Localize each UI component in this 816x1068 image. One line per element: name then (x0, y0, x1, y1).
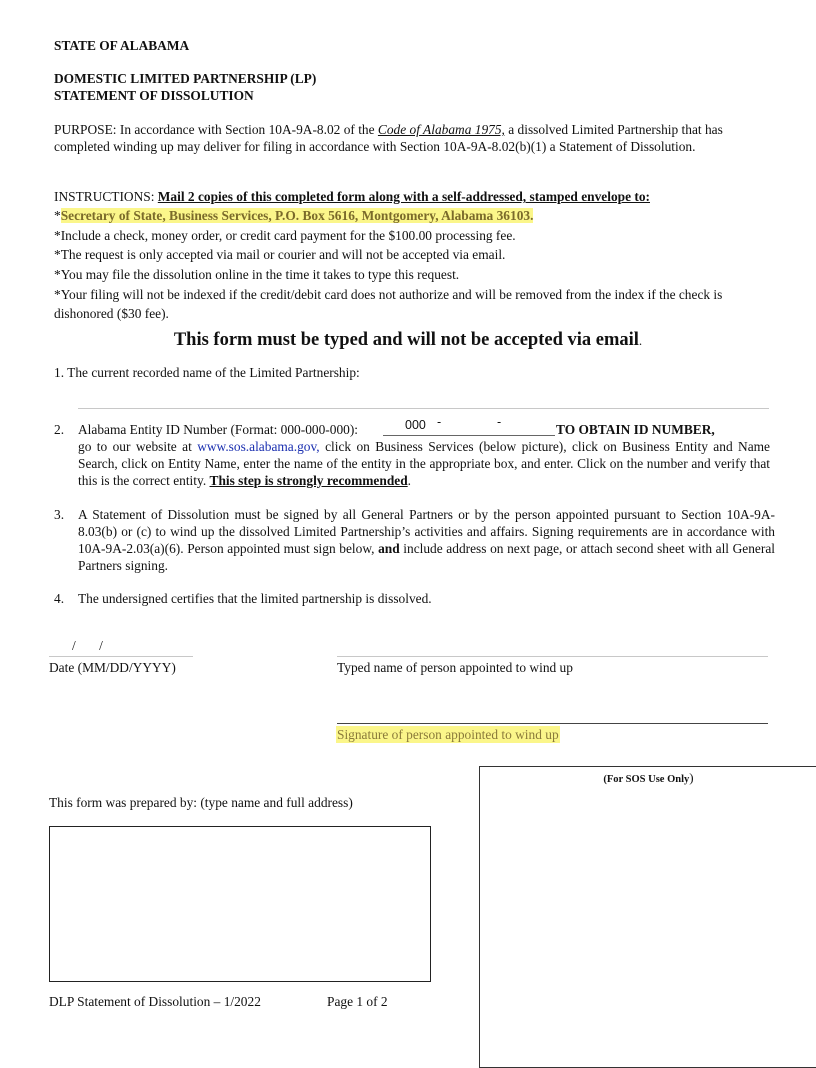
instructions-heading: INSTRUCTIONS: Mail 2 copies of this completed form along with a self-addressed, stamped envelope to: (54, 189, 650, 204)
date-label: Date (MM/DD/YYYY) (49, 660, 176, 675)
mail-instructions: Mail 2 copies of this completed form along with a self-addressed, stamped envelope to: (157, 189, 650, 204)
footer-form-name: DLP Statement of Dissolution – 1/2022 (49, 994, 261, 1009)
signature-field[interactable] (337, 704, 767, 722)
strongly-recommended: This step is strongly recommended (209, 473, 408, 488)
prepared-by-label: This form was prepared by: (type name and full address) (49, 795, 353, 810)
form-title-line1: DOMESTIC LIMITED PARTNERSHIP (LP) (54, 71, 317, 86)
footer-page-number: Page 1 of 2 (327, 994, 388, 1009)
typed-notice: This form must be typed and will not be accepted via email. (173, 330, 643, 350)
entity-id-instructions: go to our website at www.sos.alabama.gov, click on Business Services (below picture), click on Business Entity and Name Search, click on Entity Name, enter the name of the entity in the appropriate box, and enter. Click on the number and verify that this is the correct entity. This step is strongly recommended. (78, 439, 770, 488)
question-4-number: 4. (54, 591, 65, 606)
partnership-name-field[interactable] (78, 390, 768, 408)
prepared-by-box[interactable] (49, 826, 431, 982)
form-title-line2: STATEMENT OF DISSOLUTION (54, 88, 254, 103)
typed-name-underline (337, 656, 768, 657)
state-heading: STATE OF ALABAMA (54, 38, 190, 53)
question-3-text: A Statement of Dissolution must be signed by all General Partners or by the person appointed pursuant to Section 10A-9A-8.03(b) or (c) to wind up the dissolved Limited Partnership’s activities and affairs. Signing requirements are in accordance with 10A-9A-2.03(a)(6). Person appointed must sign below, and include address on next page, or attach second sheet with all General Partners signing. (78, 507, 775, 573)
purpose-paragraph: PURPOSE: In accordance with Section 10A-9A-8.02 of the Code of Alabama 1975, a dissolved Limited Partnership that has completed winding up may deliver for filing in accordance with Section 10A-9A-8.02(b)(1) a Statement of Dissolution. (54, 122, 723, 154)
instruction-item: *Your filing will not be indexed if the credit/debit card does not authorize and will be removed from the index if the check is dishonored ($30 fee). (54, 287, 723, 321)
instruction-item: *The request is only accepted via mail or courier and will not be accepted via email. (54, 247, 506, 262)
question-3-number: 3. (54, 507, 65, 522)
entity-id-input[interactable]: 000 - - (405, 415, 502, 432)
partnership-name-underline (78, 408, 769, 409)
sos-website-link[interactable]: www.sos.alabama.gov, (197, 439, 320, 454)
typed-name-field[interactable] (337, 638, 767, 656)
obtain-id-heading: TO OBTAIN ID NUMBER, (556, 422, 715, 437)
signature-underline (337, 723, 768, 724)
sos-use-only-label: (For SOS Use Only) (603, 770, 694, 785)
question-2-number: 2. (54, 422, 65, 437)
typed-name-label: Typed name of person appointed to wind up (337, 660, 573, 675)
entity-id-label: Alabama Entity ID Number (Format: 000-000-000): (78, 422, 359, 437)
code-reference: Code of Alabama 1975, (377, 122, 505, 137)
date-underline (49, 656, 193, 657)
entity-id-underline (383, 435, 555, 436)
question-1-label: 1. The current recorded name of the Limited Partnership: (54, 365, 360, 380)
instruction-item: *Include a check, money order, or credit card payment for the $100.00 processing fee. (54, 228, 516, 243)
mailing-address: *Secretary of State, Business Services, P.O. Box 5616, Montgomery, Alabama 36103. (54, 208, 534, 223)
instruction-item: *You may file the dissolution online in the time it takes to type this request. (54, 267, 460, 282)
question-4-text: The undersigned certifies that the limited partnership is dissolved. (78, 591, 432, 606)
sos-use-only-box (479, 766, 816, 1068)
signature-label: Signature of person appointed to wind up (337, 727, 559, 742)
date-field[interactable]: / / (72, 638, 103, 653)
